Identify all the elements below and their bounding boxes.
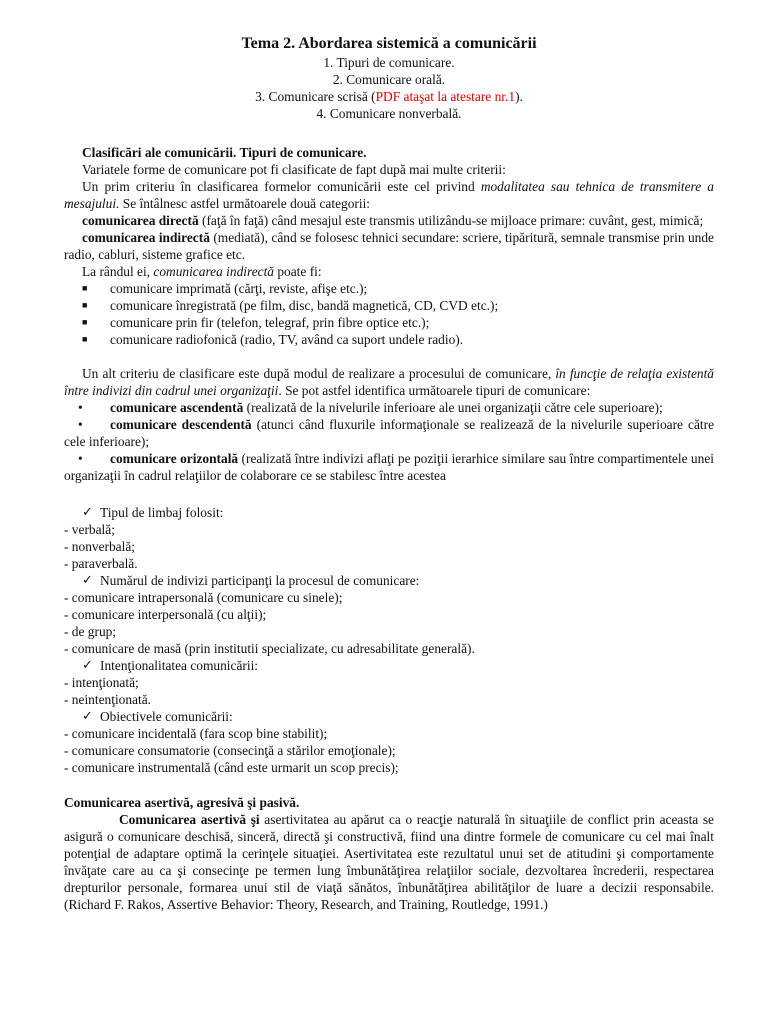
list-item: - comunicare consumatorie (consecinţă a stărilor emoţionale); [64,743,396,758]
list-item: - neintenţionată. [64,692,152,707]
paragraph-indirect [64,229,714,263]
paragraph-second-criterion [64,365,714,399]
criterion-intentionality [64,657,714,674]
list-item: - nonverbală; [64,539,136,554]
square-bullet-icon: ■ [82,300,88,310]
checkmark-icon: ✓ [82,505,93,520]
section-heading-classification: Clasificări ale comunicării. Tipuri de comunicare. [82,145,367,160]
list-item: - comunicare interpersonală (cu alţii); [64,607,267,622]
text-run: Se întâlnesc astfel următoarele două categorii: [119,196,371,211]
criterion-label: Tipul de limbaj folosit: [100,505,224,520]
round-bullet-icon: • [78,400,83,415]
text-run: . Se pot astfel identifica următoarele tipuri de comunicare: [278,383,591,398]
text-run: (mediată), când se folosesc tehnici secundare: scriere, tipăritură, semnale transmise prin unde radio, cabluri, sisteme grafice etc. [64,230,714,262]
bold-term: comunicarea directă [82,213,199,228]
toc-item-3 [64,88,714,105]
toc-item-2: 2. Comunicare orală. [332,72,446,87]
indirect-types-list [64,280,714,348]
list-item: - comunicare intrapersonală (comunicare cu sinele); [64,590,343,605]
list-item-text: comunicare înregistrată (pe film, disc, bandă magnetică, CD, CVD etc.); [110,298,499,313]
list-item [64,280,714,297]
text-run: (faţă în faţă) când mesajul este transmis utilizându-se mijloace primare: cuvânt, gest, mimică; [198,213,704,228]
italic-run: în funcţie de relaţia existentă între indivizi din cadrul unei organizaţii [64,366,714,398]
pdf-attachment-link[interactable]: PDF ataşat la atestare nr.1 [375,89,516,104]
list-item: - comunicare incidentală (fara scop bine stabilit); [64,726,328,741]
checkmark-icon: ✓ [82,658,93,673]
document-page [64,34,714,913]
list-item [64,314,714,331]
toc-item-4: 4. Comunicare nonverbală. [316,106,462,121]
section-heading-assertive: Comunicarea asertivă, agresivă şi pasivă. [64,795,300,810]
list-item-text: comunicare radiofonică (radio, TV, având ca suport undele radio). [110,332,464,347]
list-item-text: comunicare prin fir (telefon, telegraf, prin fibre optice etc.); [110,315,430,330]
text-run: (atunci când fluxurile informaţionale se realizează de la nivelurile superioare către cele inferioare); [64,417,715,449]
text-run: Un prim criteriu în clasificarea formelor comunicării este cel privind [82,179,481,194]
square-bullet-icon: ■ [82,334,88,344]
bold-term: comunicare ascendentă [110,400,244,415]
square-bullet-icon: ■ [82,283,88,293]
italic-run: modalitatea sau tehnica de transmitere a mesajului. [64,179,714,211]
document-title: Tema 2. Abordarea sistemică a comunicării [241,35,537,52]
list-item: - comunicare de masă (prin institutii specializate, cu adresabilitate generală). [64,641,475,656]
list-item [64,297,714,314]
text-run: poate fi: [274,264,322,279]
list-item: - verbală; [64,522,115,537]
checkmark-icon: ✓ [82,573,93,588]
bold-term: Comunicarea asertivă şi [119,812,260,827]
list-item: - paraverbală. [64,556,138,571]
toc-item-3-post: ). [515,89,523,104]
round-bullet-icon: • [78,451,83,466]
criterion-objectives [64,708,714,725]
toc-item-1: 1. Tipuri de comunicare. [323,55,455,70]
criterion-label: Intenţionalitatea comunicării: [100,658,259,673]
text-run: La rândul ei, [82,264,154,279]
list-item-ascending [64,399,714,416]
list-item-horizontal [64,450,714,484]
italic-run: comunicarea indirectă [153,264,274,279]
list-item [64,331,714,348]
text-run: (realizată de la nivelurile inferioare ale unei organizaţii către cele superioare); [243,400,663,415]
text-run: (realizată între indivizi aflaţi pe poziţii ierarhice similare sau între compartimentele unei organizaţii în cadrul relaţiilor de colaborare ce se stabilesc între acestea [64,451,714,483]
paragraph-first-criterion [64,178,714,212]
paragraph-indirect-types [64,263,714,280]
paragraph-criteria-intro: Variatele forme de comunicare pot fi clasificate de fapt după mai multe criterii: [82,162,506,177]
bold-term: comunicarea indirectă [82,230,210,245]
list-item: - intenţionată; [64,675,139,690]
list-item-descending [64,416,714,450]
criterion-language-type [64,504,714,521]
criterion-label: Obiectivele comunicării: [100,709,233,724]
list-item-text: comunicare imprimată (cărţi, reviste, afişe etc.); [110,281,368,296]
list-item: - de grup; [64,624,117,639]
square-bullet-icon: ■ [82,317,88,327]
criterion-label: Numărul de indivizi participanţi la procesul de comunicare: [100,573,420,588]
toc-item-3-pre: 3. Comunicare scrisă ( [255,89,376,104]
text-run: Un alt criteriu de clasificare este după modul de realizare a procesului de comunicare, [82,366,556,381]
text-run: asertivitatea au apărut ca o reacţie naturală în situaţiile de conflict prin aceasta se asigură o comunicare deschisă, sinceră, directă şi constructivă, fiind una dintre formele de comunicare cu cel mai înalt potenţial de adaptare optimă la cerinţele situaţiei. Asertivitatea este rezultatul unui set de atitudini şi comportamente învăţate care au ca şi consecinţe pe termen lung îmbunătăţirea relaţiilor sociale, dezvoltarea încrederii, respectarea drepturilor personale, formarea unui stil de viaţă sănătos, înbunătăţirea abilităţilor de luare a decizii responsabile. (Richard F. Rakos, Assertive Behavior: Theory, Research, and Training, Routledge, 1991.) [64,812,715,912]
round-bullet-icon: • [78,417,83,432]
checkmark-icon: ✓ [82,709,93,724]
paragraph-direct [64,212,714,229]
list-item: - comunicare instrumentală (când este urmarit un scop precis); [64,760,399,775]
criterion-participants [64,572,714,589]
bold-term: comunicare descendentă [110,417,252,432]
bold-term: comunicare orizontală [110,451,239,466]
paragraph-assertive [64,811,714,913]
